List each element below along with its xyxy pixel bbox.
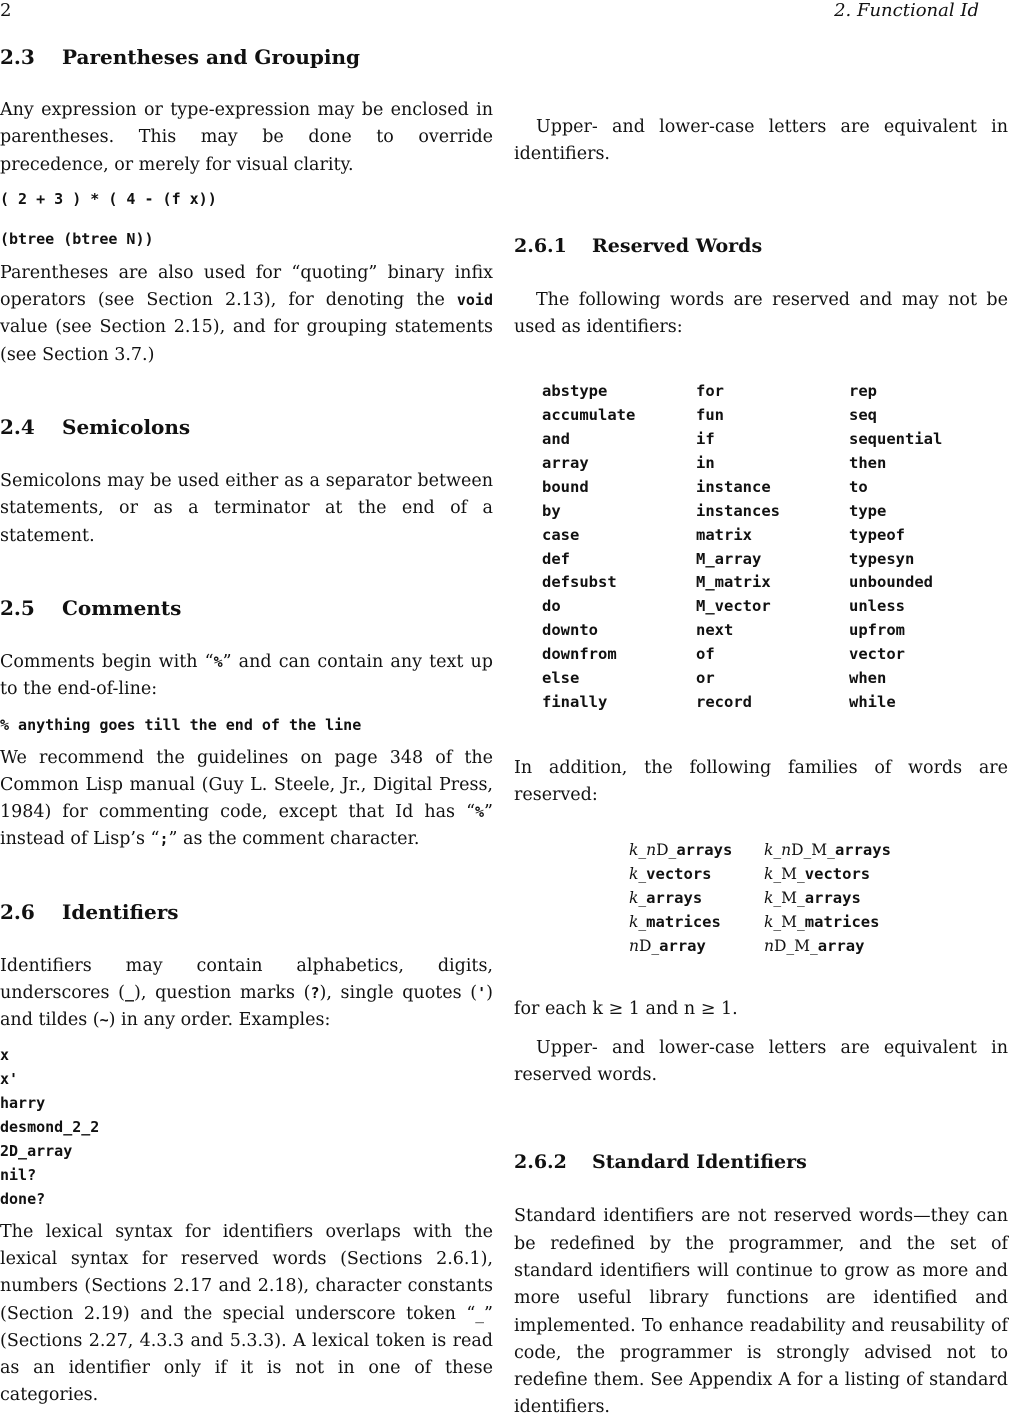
word-family: k_nD_arrays xyxy=(629,841,733,860)
word-family: k_M_matrices xyxy=(764,913,880,932)
reserved-word: M_matrix xyxy=(696,573,771,592)
reserved-word: while xyxy=(849,692,896,711)
code-example: % anything goes till the end of the line xyxy=(0,715,362,734)
code-example: ( 2 + 3 ) * ( 4 - (f x)) xyxy=(0,189,217,208)
identifier-examples xyxy=(0,1043,493,1211)
reserved-word: do xyxy=(542,597,561,616)
page-number: 2 xyxy=(0,0,12,21)
reserved-word: or xyxy=(696,669,715,688)
reserved-word: downfrom xyxy=(542,645,617,664)
word-family: nD_array xyxy=(629,937,706,956)
reserved-word: next xyxy=(696,621,734,640)
paragraph: Any expression or type-expression may be enclosed in parentheses. This may be done to override precedence, or merely for visual clarity. xyxy=(0,100,493,175)
left-column xyxy=(0,40,493,1410)
word-family: k_M_arrays xyxy=(764,889,861,908)
reserved-word: for xyxy=(696,382,724,401)
reserved-word: sequential xyxy=(849,430,943,448)
reserved-word: and xyxy=(542,430,570,448)
paragraph: Identifiers may contain alphabetics, digits, underscores (_), question marks (?), single quotes (') and tildes (~) in any order. Examples: xyxy=(0,955,493,1031)
word-family: k_arrays xyxy=(629,889,703,908)
reserved-word: array xyxy=(542,453,589,472)
paragraph: Upper- and lower-case letters are equivalent in identifiers. xyxy=(514,117,1008,165)
word-family: k_nD_M_arrays xyxy=(764,841,891,860)
reserved-families-table xyxy=(629,838,1008,958)
reserved-word: M_array xyxy=(696,549,762,568)
paragraph: We recommend the guidelines on page 348 of the Common Lisp manual (Guy L. Steele, Jr., Digital Press, 1984) for commenting code, except that Id has “%” instead of Lisp’s “;” as the comment character. xyxy=(0,747,493,850)
reserved-word: bound xyxy=(542,477,589,496)
reserved-word: when xyxy=(849,669,887,688)
reserved-word: then xyxy=(849,453,887,472)
paragraph: Standard identifiers are not reserved words—they can be redefined by the programmer, and the set of standard identifiers will continue to grow as more and more useful library functions are identified and implemented. To enhance readability and reusability of code, the programmer is strongly advised not to redefine them. See Appendix A for a listing of standard identifiers. xyxy=(514,1206,1008,1418)
word-family: k_vectors xyxy=(629,865,712,884)
reserved-word: fun xyxy=(696,406,724,425)
code-example: nil? xyxy=(0,1165,37,1184)
reserved-word: vector xyxy=(849,645,905,664)
section-heading-2-5: 2.5 Comments xyxy=(0,595,182,620)
running-title: 2. Functional Id xyxy=(834,0,979,21)
right-column xyxy=(514,46,1008,1422)
reserved-word: rep xyxy=(849,382,877,401)
paragraph: for each k ≥ 1 and n ≥ 1. xyxy=(514,999,738,1020)
reserved-word: by xyxy=(542,501,561,520)
paragraph: Parentheses are also used for “quoting” binary infix operators (see Section 2.13), for denoting the void value (see Section 2.15), and for grouping statements (see Section 3.7.) xyxy=(0,262,493,365)
reserved-word: type xyxy=(849,501,887,520)
section-heading-2-6-2: 2.6.2 Standard Identifiers xyxy=(514,1151,807,1174)
reserved-word: if xyxy=(696,430,715,448)
reserved-word: unless xyxy=(849,597,905,616)
reserved-word: else xyxy=(542,669,580,688)
reserved-word: defsubst xyxy=(542,573,617,592)
section-heading-2-3: 2.3 Parentheses and Grouping xyxy=(0,45,361,69)
reserved-word: instances xyxy=(696,501,780,520)
reserved-word: def xyxy=(542,549,570,568)
code-example: (btree (btree N)) xyxy=(0,229,154,248)
code-example: 2D_array xyxy=(0,1141,73,1160)
paragraph: Semicolons may be used either as a separator between statements, or as a terminator at the end of a statement. xyxy=(0,471,493,546)
section-heading-2-6-1: 2.6.1 Reserved Words xyxy=(514,234,763,257)
paragraph: Comments begin with “%” and can contain any text up to the end-of-line: xyxy=(0,651,493,700)
paragraph: The lexical syntax for identifiers overlaps with the lexical syntax for reserved words (Sections 2.6.1), numbers (Sections 2.17 and 2.18), character constants (Section 2.19) and the special underscore token “_” (Sections 2.27, 4.3.3 and 5.3.3). A lexical token is read as an identifier only if it is not in one of these categories. xyxy=(0,1221,493,1406)
reserved-word: typesyn xyxy=(849,549,915,568)
reserved-word: downto xyxy=(542,621,598,640)
reserved-word: seq xyxy=(849,406,877,425)
reserved-word: typeof xyxy=(849,525,905,544)
reserved-word: case xyxy=(542,525,580,544)
word-family: k_matrices xyxy=(629,913,721,932)
reserved-word: to xyxy=(849,477,868,496)
section-heading-2-6: 2.6 Identifiers xyxy=(0,899,179,924)
code-example: x' xyxy=(0,1069,19,1088)
reserved-words-table xyxy=(542,380,1008,715)
reserved-word: M_vector xyxy=(696,597,771,616)
paragraph: The following words are reserved and may not be used as identifiers: xyxy=(514,289,1008,337)
reserved-word: matrix xyxy=(696,525,752,544)
reserved-word: record xyxy=(696,692,752,711)
code-example: done? xyxy=(0,1189,46,1208)
reserved-word: unbounded xyxy=(849,573,933,592)
word-family: k_M_vectors xyxy=(764,865,871,884)
reserved-word: accumulate xyxy=(542,406,636,425)
word-family: nD_M_array xyxy=(764,937,865,956)
paragraph: In addition, the following families of words are reserved: xyxy=(514,757,1008,806)
reserved-word: of xyxy=(696,645,715,664)
section-heading-2-4: 2.4 Semicolons xyxy=(0,415,191,440)
reserved-word: abstype xyxy=(542,382,608,401)
reserved-word: finally xyxy=(542,692,608,711)
reserved-word: in xyxy=(696,453,715,472)
code-example: harry xyxy=(0,1093,46,1112)
code-example: x xyxy=(0,1045,10,1064)
reserved-word: instance xyxy=(696,477,771,496)
paragraph: Upper- and lower-case letters are equivalent in reserved words. xyxy=(514,1037,1008,1086)
code-example: desmond_2_2 xyxy=(0,1117,100,1136)
reserved-word: upfrom xyxy=(849,621,905,640)
